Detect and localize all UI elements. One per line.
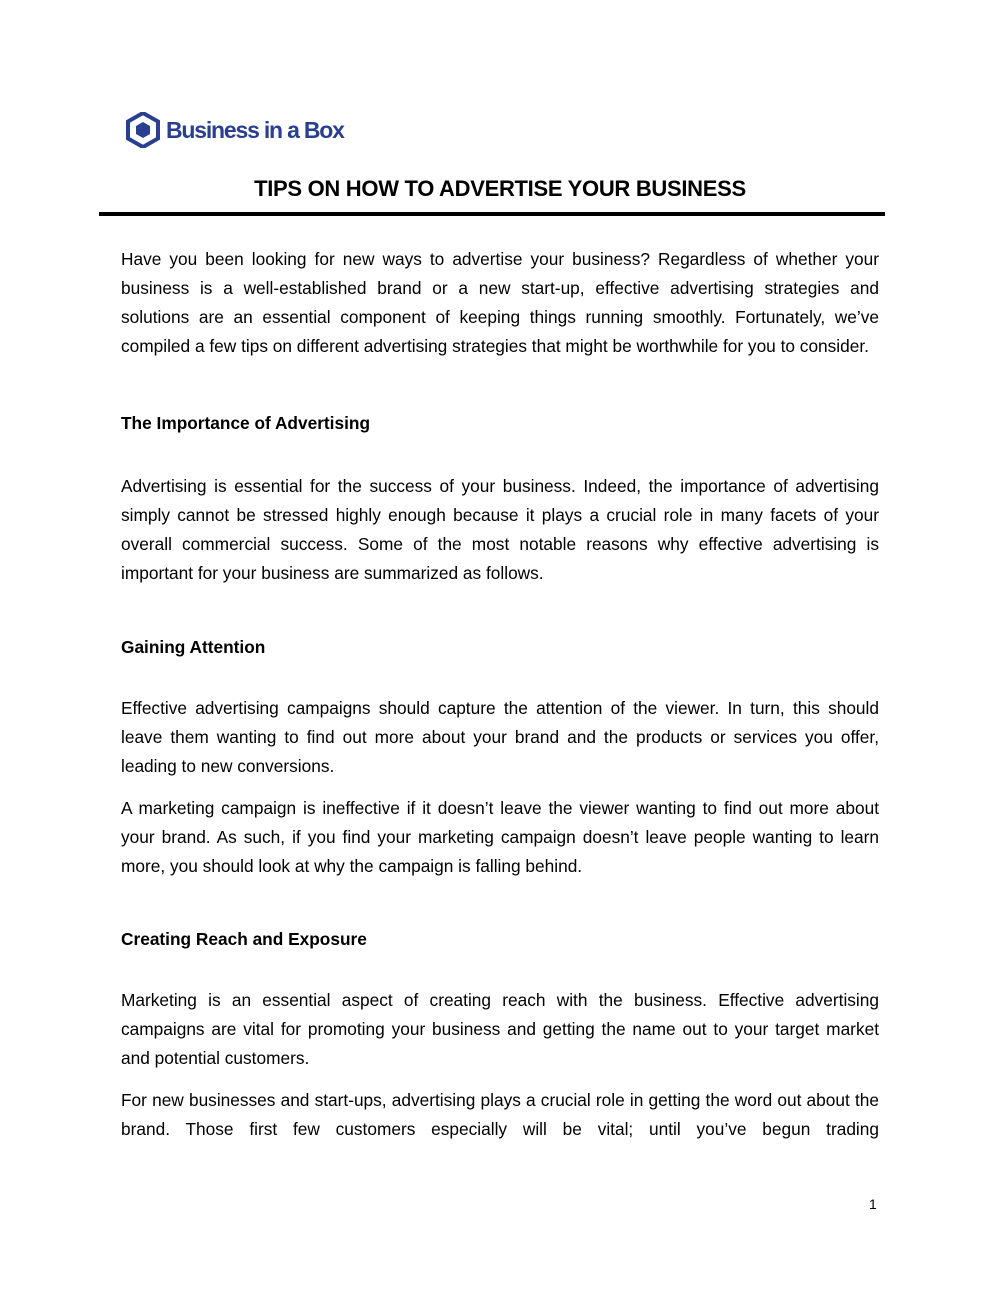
page-title: TIPS ON HOW TO ADVERTISE YOUR BUSINESS <box>254 176 746 201</box>
paragraph: A marketing campaign is ineffective if it doesn’t leave the viewer wanting to find out more about your brand. As such, if you find your marketing campaign doesn’t leave people wanting to learn more, you should look at why the campaign is falling behind. <box>121 798 879 876</box>
paragraph: Advertising is essential for the success of your business. Indeed, the importance of advertising simply cannot be stressed highly enough because it plays a crucial role in many facets of your overall commercial success. Some of the most notable reasons why effective advertising is important for your business are summarized as follows. <box>121 476 879 583</box>
title-divider <box>99 212 885 216</box>
svg-text:Business in a Box: Business in a Box <box>166 117 344 143</box>
paragraph: Effective advertising campaigns should capture the attention of the viewer. In turn, this should leave them wanting to find out more about your brand and the products or services you offer, leading to new conversions. <box>121 698 879 776</box>
section-heading: The Importance of Advertising <box>121 413 371 433</box>
section-heading: Creating Reach and Exposure <box>121 929 367 949</box>
paragraph: For new businesses and start-ups, advertising plays a crucial role in getting the word out about the brand. Those first few customers especially will be vital; until you’ve begun trading <box>121 1090 879 1139</box>
section-heading: Gaining Attention <box>121 637 266 657</box>
page-number: 1 <box>869 1196 877 1212</box>
intro-paragraph: Have you been looking for new ways to advertise your business? Regardless of whether your business is a well-established brand or a new start-up, effective advertising strategies and solutions are an essential component of keeping things running smoothly. Fortunately, we’ve compiled a few tips on different advertising strategies that might be worthwhile for you to consider. <box>121 249 879 356</box>
business-in-a-box-logo <box>126 112 362 148</box>
logo-hexagon-icon <box>126 112 362 148</box>
paragraph: Marketing is an essential aspect of creating reach with the business. Effective advertising campaigns are vital for promoting your business and getting the name out to your target market and potential customers. <box>121 990 879 1068</box>
